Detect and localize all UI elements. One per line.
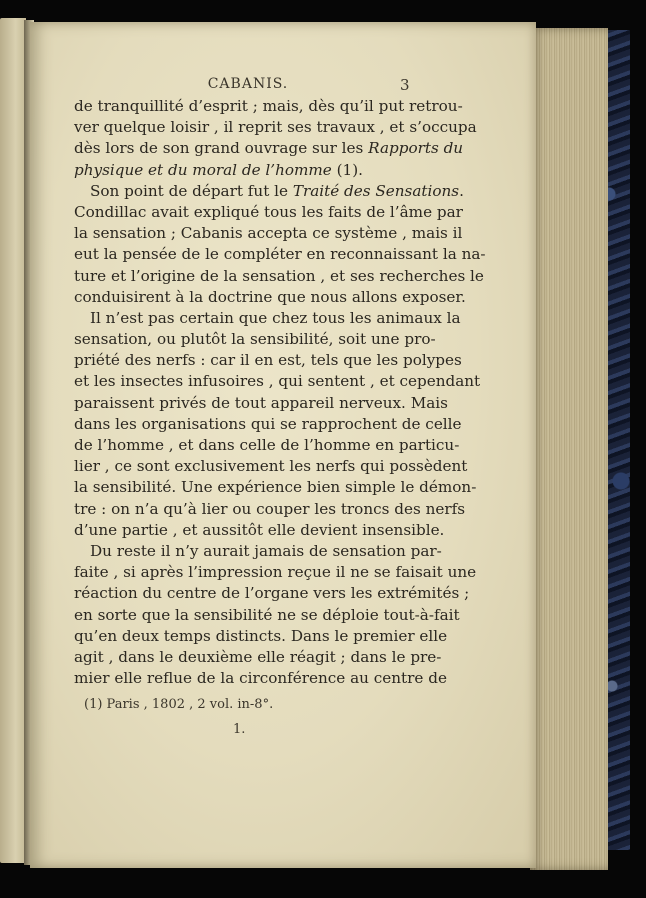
text-run: priété des nerfs : car il en est, tels que les polypes [74,351,462,370]
signature-mark: 1. [233,722,246,737]
text-line [74,605,460,626]
text-run: réaction du centre de l’organe vers les extrémités ; [74,584,470,603]
page-header [78,76,418,98]
text-line [74,266,484,287]
text-line [74,350,462,371]
text-line [74,435,460,456]
italic-title: physique et du moral de l’homme [74,160,332,179]
text-run: ver quelque loisir , il reprit ses travaux , et s’occupa [74,118,477,137]
text-line [74,287,466,308]
text-run: ture et l’origine de la sensation , et ses recherches le [74,266,484,285]
text-line [74,138,464,159]
text-line [74,308,461,329]
running-head: CABANIS. [207,76,289,92]
text-run: agit , dans le deuxième elle réagit ; dans le pre- [74,647,442,666]
text-line [74,371,481,392]
text-line [74,329,436,350]
text-run: Condillac avait expliqué tous les faits de l’âme par [74,202,463,221]
text-line [74,499,466,520]
text-run: Il n’est pas certain que chez tous les animaux la [90,308,461,327]
text-run: qu’en deux temps distincts. Dans le premier elle [74,626,448,645]
text-line [74,160,416,181]
body-text [74,96,486,689]
text-run: dans les organisations qui se rapprochent de celle [74,414,462,433]
text-line [74,520,445,541]
text-line [74,562,477,583]
text-run: eut la pensée de le compléter en reconnaissant la na- [74,245,486,264]
text-line [74,583,470,604]
text-run: de l’homme , et dans celle de l’homme en particu- [74,436,460,454]
text-run: dès lors de son grand ouvrage sur les [74,139,369,158]
text-line [74,117,477,138]
text-run: Son point de départ fut le [90,181,293,200]
text-line [74,244,486,265]
text-line [74,414,462,435]
text-run: la sensibilité. Une expérience bien simple le démon- [74,478,477,497]
page-number: 3 [400,76,410,94]
text-line [74,393,448,414]
footnote: (1) Paris , 1802 , 2 vol. in-8°. [84,697,274,712]
text-line [74,477,477,498]
text-line [74,202,463,223]
text-line [74,541,442,562]
text-run: faite , si après l’impression reçue il ne se faisait une [74,563,477,582]
text-run: sensation, ou plutôt la sensibilité, soit une pro- [74,330,436,349]
page-fore-edge [530,28,608,870]
text-run: conduisirent à la doctrine que nous allons exposer. [74,287,466,306]
text-line [74,456,468,477]
italic-title: Rapports du [368,139,464,158]
text-run: tre : on n’a qu’à lier ou couper les troncs des nerfs [74,499,466,518]
text-run: . [459,181,464,200]
text-run: (1). [331,160,363,179]
text-line [74,223,463,244]
text-run: paraissent privés de tout appareil nerveux. Mais [74,393,448,412]
text-line [74,668,447,689]
text-run: et les insectes infusoires , qui sentent , et cependant [74,372,481,391]
text-run: Du reste il n’y aurait jamais de sensation par- [90,541,442,560]
text-run: en sorte que la sensibilité ne se déploie tout-à-fait [74,605,460,624]
text-run: d’une partie , et aussitôt elle devient insensible. [74,520,445,539]
italic-title: Traité des Sensations [292,181,460,200]
text-run: la sensation ; Cabanis accepta ce système , mais il [74,224,463,243]
text-run: mier elle reflue de la circonférence au centre de [74,669,447,688]
text-run: de tranquillité d’esprit ; mais, dès qu’il put retrou- [74,97,463,115]
text-run: lier , ce sont exclusivement les nerfs qui possèdent [74,457,468,476]
text-line [74,626,448,647]
text-line [74,96,463,117]
left-page-edge [0,18,26,863]
text-line [74,181,464,202]
text-line [74,647,442,668]
